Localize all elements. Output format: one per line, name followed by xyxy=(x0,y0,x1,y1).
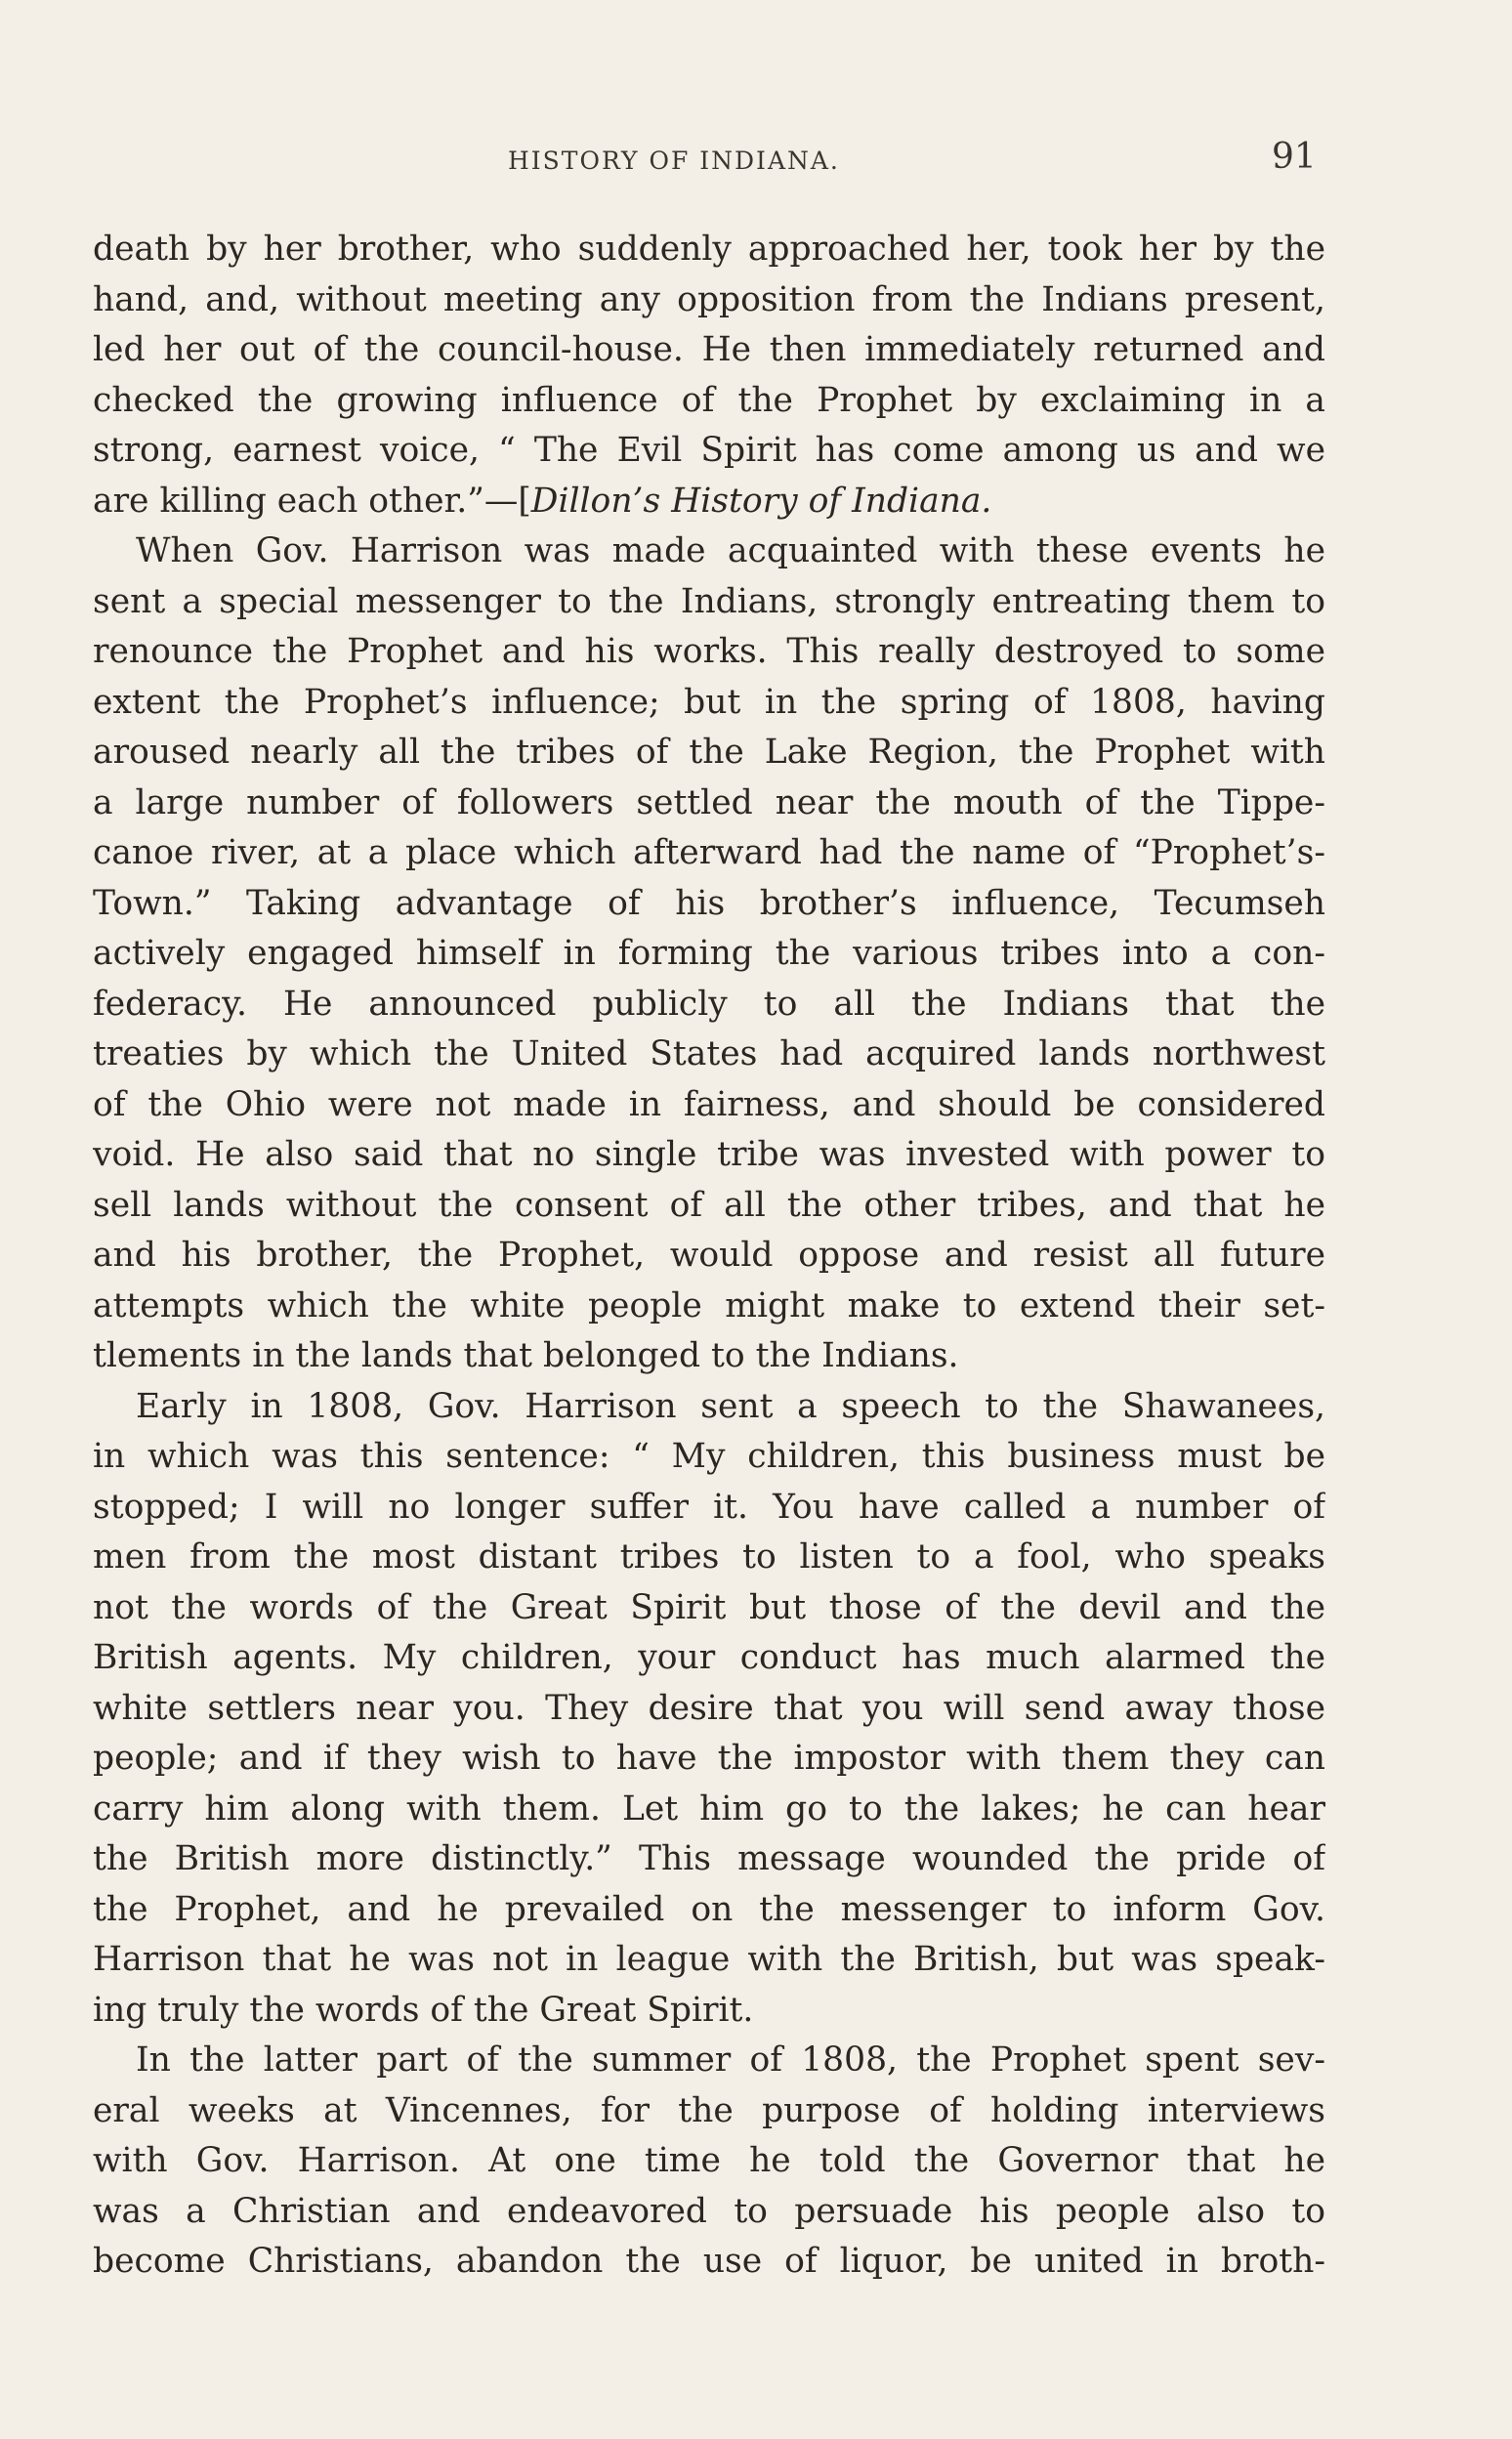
text-line: sent a special messenger to the Indians, strongly entreating them to xyxy=(93,581,1325,621)
text-line: British agents. My children, your conduct has much alarmed the xyxy=(93,1638,1325,1677)
text-line: eral weeks at Vincennes, for the purpose of holding interviews xyxy=(93,2090,1325,2130)
text-line: federacy. He announced publicly to all the Indians that the xyxy=(93,984,1325,1024)
text-line: stopped; I will no longer suffer it. You have called a number of xyxy=(93,1487,1325,1527)
text-line: and his brother, the Prophet, would oppose and resist all future xyxy=(93,1236,1325,1275)
text-line: the Prophet, and he prevailed on the messenger to inform Gov. xyxy=(93,1889,1325,1929)
text-line: men from the most distant tribes to listen to a fool, who speaks xyxy=(93,1537,1325,1577)
text-line: with Gov. Harrison. At one time he told the Governor that he xyxy=(93,2141,1325,2180)
text-line: hand, and, without meeting any opposition from the Indians present, xyxy=(93,279,1325,319)
text-line: Harrison that he was not in league with the British, but was speak- xyxy=(93,1940,1325,1979)
citation-prefix: are killing each other.”—[ xyxy=(93,481,531,521)
text-line-citation xyxy=(93,477,1325,527)
text-line: canoe river, at a place which afterward had the name of “Prophet’s- xyxy=(93,833,1325,872)
text-line: led her out of the council-house. He then immediately returned and xyxy=(93,330,1325,369)
text-line: attempts which the white people might make to extend their set- xyxy=(93,1285,1325,1325)
text-line: was a Christian and endeavored to persuade his people also to xyxy=(93,2191,1325,2231)
text-line: tlements in the lands that belonged to the Indians. xyxy=(93,1336,959,1375)
page-number: 91 xyxy=(1272,137,1317,177)
text-line: not the words of the Great Spirit but those of the devil and the xyxy=(93,1587,1325,1627)
text-line: ing truly the words of the Great Spirit. xyxy=(93,1990,754,2030)
text-line: Early in 1808, Gov. Harrison sent a speech to the Shawanees, xyxy=(136,1386,1325,1426)
text-line: sell lands without the consent of all the other tribes, and that he xyxy=(93,1185,1325,1225)
body-text xyxy=(93,225,1325,2288)
text-line: strong, earnest voice, “ The Evil Spirit has come among us and we xyxy=(93,431,1325,470)
text-line: renounce the Prophet and his works. This really destroyed to some xyxy=(93,632,1325,671)
text-line: carry him along with them. Let him go to the lakes; he can hear xyxy=(93,1788,1325,1829)
text-line: Town.” Taking advantage of his brother’s influence, Tecumseh xyxy=(93,883,1325,923)
text-line: In the latter part of the summer of 1808, the Prophet spent sev- xyxy=(136,2040,1325,2080)
text-line: of the Ohio were not made in fairness, and should be considered xyxy=(93,1084,1325,1124)
text-line: aroused nearly all the tribes of the Lake Region, the Prophet with xyxy=(93,733,1325,772)
text-line: white settlers near you. They desire that you will send away those xyxy=(93,1688,1325,1728)
text-line: extent the Prophet’s influence; but in the spring of 1808, having xyxy=(93,682,1325,722)
text-line: a large number of followers settled near the mouth of the Tippe- xyxy=(93,782,1325,822)
text-line: death by her brother, who suddenly approached her, took her by the xyxy=(93,230,1325,269)
text-line: checked the growing influence of the Prophet by exclaiming in a xyxy=(93,380,1325,420)
text-line: in which was this sentence: “ My children, this business must be xyxy=(93,1437,1325,1476)
text-line: treaties by which the United States had acquired lands northwest xyxy=(93,1034,1325,1073)
text-line: the British more distinctly.” This message wounded the pride of xyxy=(93,1839,1325,1878)
text-line: become Christians, abandon the use of liquor, be united in broth- xyxy=(93,2242,1325,2281)
text-line: When Gov. Harrison was made acquainted with these events he xyxy=(136,531,1325,570)
running-head: HISTORY OF INDIANA. xyxy=(508,147,840,175)
text-line: people; and if they wish to have the impostor with them they can xyxy=(93,1739,1325,1778)
citation-title: Dillon’s History of Indiana. xyxy=(530,481,992,521)
text-line: void. He also said that no single tribe was invested with power to xyxy=(93,1135,1325,1174)
text-line: actively engaged himself in forming the various tribes into a con- xyxy=(93,934,1325,973)
